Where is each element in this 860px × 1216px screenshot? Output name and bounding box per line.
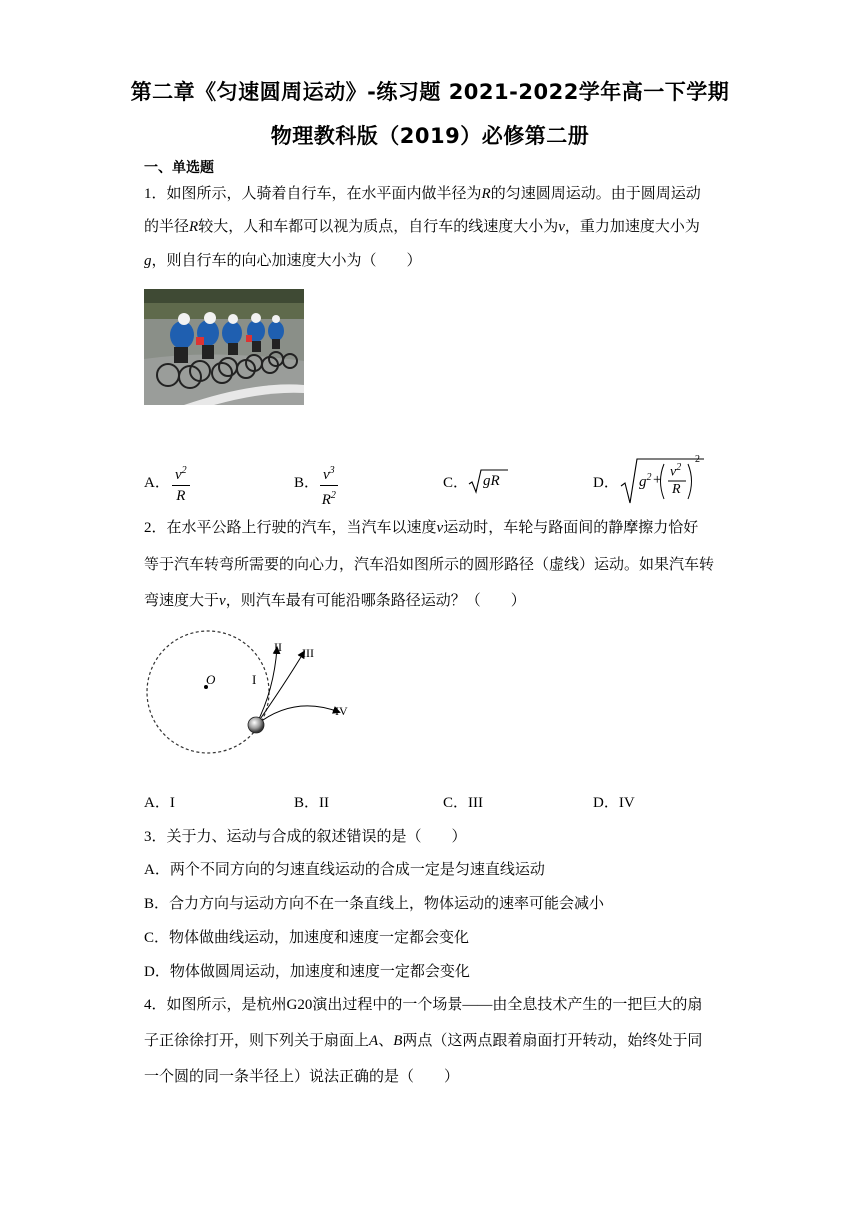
q1-option-d[interactable]: D． <box>593 475 619 491</box>
q3-option-d[interactable]: D．物体做圆周运动，加速度和速度一定都会变化 <box>144 964 470 980</box>
document-title-line2: 物理教科版（2019）必修第二册 <box>270 124 590 148</box>
d-plus: + <box>653 472 662 488</box>
d-g: $g^2$ <box>639 472 652 490</box>
sqrt-large-icon <box>620 456 706 506</box>
q1-option-c-formula <box>468 468 508 501</box>
q1-line1: 1．如图所示，人骑着自行车，在水平面内做半径为R的匀速圆周运动。由于圆周运动 <box>144 186 701 202</box>
q2-option-a[interactable]: A．I <box>144 795 175 811</box>
section-heading: 一、单选题 <box>144 160 214 176</box>
sqrt-content: gR <box>483 473 500 489</box>
q1-option-a-formula: $\frac{v^2}{R}$ <box>172 461 190 506</box>
q1-option-a[interactable]: A． <box>144 475 170 491</box>
d-v: $v^2$ <box>670 462 682 480</box>
circular-path-diagram <box>144 630 364 765</box>
cyclists-photo <box>144 289 304 405</box>
q4-line3: 一个圆的同一条半径上）说法正确的是（ ） <box>144 1069 460 1085</box>
label-path-IV: IV <box>335 704 348 718</box>
q1-option-c[interactable]: C． <box>443 475 469 491</box>
q4-line2: 子正徐徐打开，则下列关于扇面上A、B两点（这两点跟着扇面打开转动，始终处于同 <box>144 1033 703 1049</box>
q1-option-b[interactable]: B． <box>294 475 320 491</box>
q3-option-c[interactable]: C．物体做曲线运动，加速度和速度一定都会变化 <box>144 930 470 946</box>
q3-option-a[interactable]: A．两个不同方向的匀速直线运动的合成一定是匀速直线运动 <box>144 862 545 878</box>
label-path-III: III <box>302 646 314 660</box>
d-R: R <box>672 482 681 497</box>
q4-line1: 4．如图所示，是杭州G20演出过程中的一个场景——由全息技术产生的一把巨大的扇 <box>144 997 703 1013</box>
label-path-II: II <box>274 640 282 654</box>
q2-option-d[interactable]: D．IV <box>593 795 635 811</box>
label-O: O <box>206 672 216 687</box>
d-outer-exp: 2 <box>695 454 700 465</box>
label-path-I: I <box>252 672 257 687</box>
q2-option-b[interactable]: B．II <box>294 795 329 811</box>
q2-line2: 等于汽车转弯所需要的向心力，汽车沿如图所示的圆形路径（虚线）运动。如果汽车转 <box>144 557 715 573</box>
q3-stem: 3．关于力、运动与合成的叙述错误的是（ ） <box>144 829 467 845</box>
q1-line2: 的半径R较大，人和车都可以视为质点，自行车的线速度大小为v，重力加速度大小为 <box>144 219 700 235</box>
q2-line3: 弯速度大于v，则汽车最有可能沿哪条路径运动？（ ） <box>144 593 526 609</box>
q2-line1: 2．在水平公路上行驶的汽车，当汽车以速度v运动时，车轮与路面间的静摩擦力恰好 <box>144 520 699 536</box>
q1-option-d-formula <box>620 456 706 506</box>
q3-option-b[interactable]: B．合力方向与运动方向不在一条直线上，物体运动的速率可能会减小 <box>144 896 605 912</box>
q1-line3: g，则自行车的向心加速度大小为（ ） <box>144 253 422 269</box>
q2-option-c[interactable]: C．III <box>443 795 483 811</box>
document-title-line1: 第二章《匀速圆周运动》-练习题 2021-2022学年高一下学期 <box>130 80 730 104</box>
q1-option-b-formula: $\frac{v^3}{R^2}$ <box>320 461 338 510</box>
